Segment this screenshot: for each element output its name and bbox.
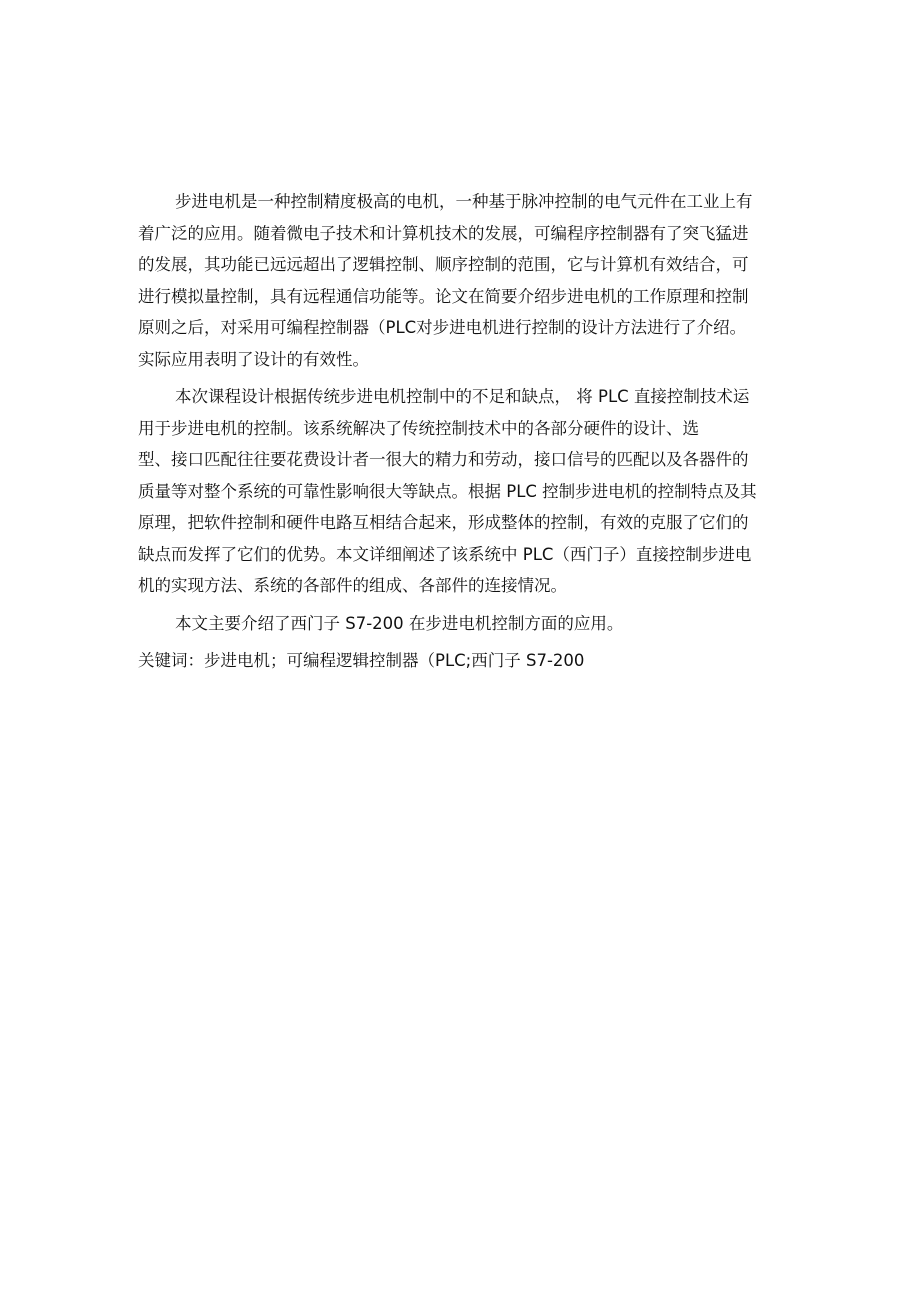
text-line: 缺点而发挥了它们的优势。本文详细阐述了该系统中 PLC（西门子）直接控制步进电 <box>138 544 752 564</box>
text-line: 实际应用表明了设计的有效性。 <box>138 349 369 369</box>
text-line: 原则之后，对采用可编程控制器（PLC对步进电机进行控制的设计方法进行了介绍。 <box>138 318 747 337</box>
keywords-line: 关键词：步进电机；可编程逻辑控制器（PLC;西门子 S7-200 <box>138 651 585 670</box>
text-line: 机的实现方法、系统的各部件的组成、各部件的连接情况。 <box>138 576 567 595</box>
abstract-text <box>138 186 818 677</box>
text-line: 用于步进电机的控制。该系统解决了传统控制技术中的各部分硬件的设计、选 <box>138 418 699 438</box>
text-line: 原理，把软件控制和硬件电路互相结合起来，形成整体的控制，有效的克服了它们的 <box>138 513 749 532</box>
paragraph-1 <box>138 186 818 375</box>
paragraph-3 <box>138 608 818 640</box>
text-line: 的发展，其功能已远远超出了逻辑控制、顺序控制的范围，它与计算机有效结合，可 <box>138 255 749 274</box>
text-line: 本次课程设计根据传统步进电机控制中的不足和缺点， 将 PLC 直接控制技术运 <box>175 387 750 406</box>
text-line: 进行模拟量控制，具有远程通信功能等。论文在简要介绍步进电机的工作原理和控制 <box>138 286 749 306</box>
text-line: 质量等对整个系统的可靠性影响很大等缺点。根据 PLC 控制步进电机的控制特点及其 <box>138 481 757 501</box>
text-line: 着广泛的应用。随着微电子技术和计算机技术的发展，可编程序控制器有了突飞猛进 <box>138 223 749 243</box>
text-line: 本文主要介绍了西门子 S7-200 在步进电机控制方面的应用。 <box>175 613 624 633</box>
text-line: 步进电机是一种控制精度极高的电机，一种基于脉冲控制的电气元件在工业上有 <box>175 192 753 211</box>
paragraph-2 <box>138 381 818 602</box>
text-line: 型、接口匹配往往要花费设计者一很大的精力和劳动，接口信号的匹配以及各器件的 <box>138 450 749 469</box>
